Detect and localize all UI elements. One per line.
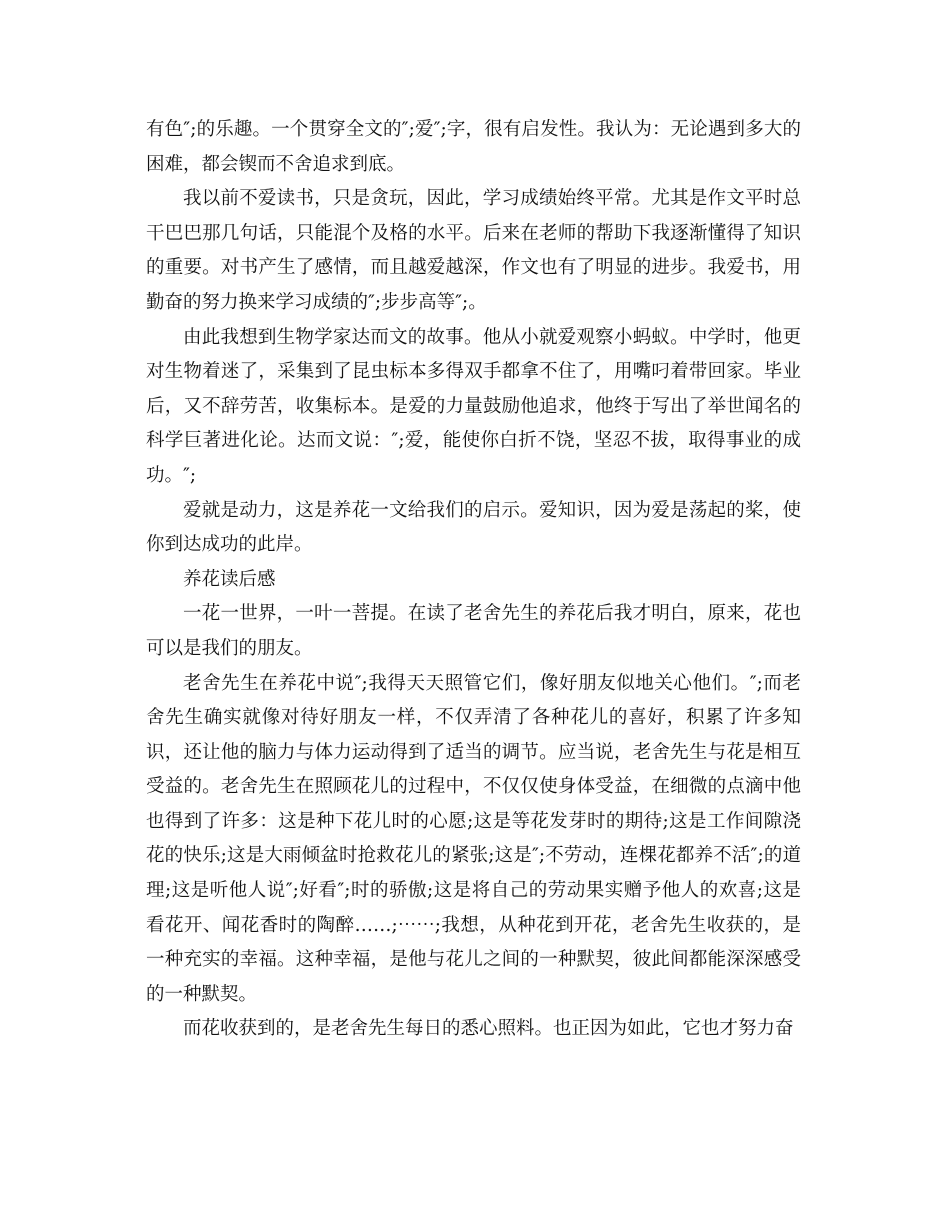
paragraph: 有色″;的乐趣。一个贯穿全文的″;爱″;字，很有启发性。我认为：无论遇到多大的困难，都会锲而不舍追求到底。 bbox=[146, 119, 801, 175]
paragraph: 爱就是动力，这是养花一文给我们的启示。爱知识，因为爱是荡起的桨，使你到达成功的此岸。 bbox=[146, 499, 801, 556]
paragraph: 我以前不爱读书，只是贪玩，因此，学习成绩始终平常。尤其是作文平时总干巴巴那几句话，只能混个及格的水平。后来在老师的帮助下我逐渐懂得了知识的重要。对书产生了感情，而且越爱越深，作文也有了明显的进步。我爱书，用勤奋的努力换来学习成绩的″;步步高等″;。 bbox=[146, 188, 801, 313]
paragraph: 老舍先生在养花中说″;我得天天照管它们，像好朋友似地关心他们。″;而老舍先生确实就像对待好朋友一样，不仅弄清了各种花儿的喜好，积累了许多知识，还让他的脑力与体力运动得到了适当的调节。应当说，老舍先生与花是相互受益的。老舍先生在照顾花儿的过程中，不仅仅使身体受益，在细微的点滴中他也得到了许多：这是种下花儿时的心愿;这是等花发芽时的期待;这是工作间隙浇花的快乐;这是大雨倾盆时抢救花儿的紧张;这是″;不劳动，连棵花都养不活″;的道理;这是听他人说″;好看″;时的骄傲;这是将自己的劳动果实赠予他人的欢喜;这是看花开、闻花香时的陶醉……;⋯⋯;我想，从种花到开花，老舍先生收获的，是一种充实的幸福。这种幸福，是他与花儿之间的一种默契，彼此间都能深深感受的一种默契。 bbox=[146, 672, 801, 1005]
paragraph: 而花收获到的，是老舍先生每日的悉心照料。也正因为如此，它也才努力奋 bbox=[183, 1018, 794, 1040]
section-heading: 养花读后感 bbox=[183, 568, 276, 590]
paragraph: 由此我想到生物学家达而文的故事。他从小就爱观察小蚂蚁。中学时，他更对生物着迷了，采集到了昆虫标本多得双手都拿不住了，用嘴叼着带回家。毕业后，又不辞劳苦，收集标本。是爱的力量鼓励他追求，他终于写出了举世闻名的科学巨著进化论。达而文说：″;爱，能使你白折不饶，坚忍不拔，取得事业的成功。″; bbox=[146, 326, 801, 486]
paragraph: 一花一世界，一叶一菩提。在读了老舍先生的养花后我才明白，原来，花也可以是我们的朋友。 bbox=[146, 603, 801, 659]
document-body bbox=[146, 113, 801, 1047]
